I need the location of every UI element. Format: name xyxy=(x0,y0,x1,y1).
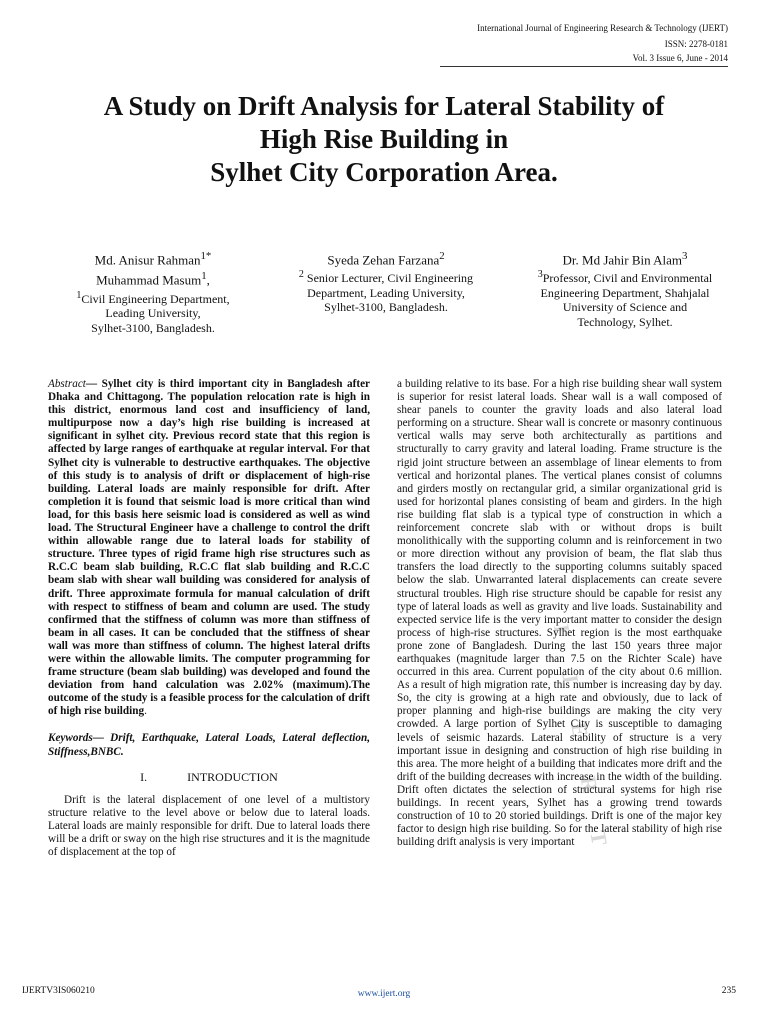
header-rule xyxy=(440,66,728,67)
keywords-label: Keywords— xyxy=(48,732,104,745)
right-column xyxy=(397,378,722,849)
abstract-text: Sylhet city is third important city in Bangladesh after Dhaka and Chittagong. The population relocation rate is high in this district, enormous land cost and insufficiency of land, multipurpose now a day’s high rise building is increased at significant in sylhet city. Previous record state that this region is affected by large ranges of earthquake at regular interval. For that Sylhet city is vulnerable to destructive earthquakes. The objective of this study is to analysis of drift or displacement of high-rise building. Lateral loads are mainly responsible for drift. After completion it is found that seismic load is more critical than wind load, for this basis here seismic load is considered as well as wind load. The Structural Engineer have a challenge to control the drift within allowable range due to lateral loads for stability of structure. Three types of rigid frame high rise structures such as R.C.C beam slab building, R.C.C flat slab building and R.C.C beam slab with shear wall building was considered for analysis of drift. Three approximate formula for manual calculation of drift with respect to stiffness of beam and column are used. The study confirmed that the stiffness of column was more than stiffness of beam in all cases. It can be concluded that the stiffness of shear wall was more than stiffness of column. The highest lateral drifts were within the allowable limits. The computer programming for frame structure (beam slab building) was developed and found the deviation from hand calculation was 2.02% (maximum).The outcome of the study is a feasible process for the calculation of drift of high rise building xyxy=(48,378,371,718)
intro-paragraph: Drift is the lateral displacement of one level of a multistory structure relative to the level above or below due to lateral loads. Lateral loads are mainly responsible for drift. Due to lateral loads there will be a drift or sway on the high rise structures and it is the magnitude of displacement at the top of xyxy=(48,793,370,859)
paper-id: IJERTV3IS060210 xyxy=(22,986,95,996)
paper-title xyxy=(60,90,708,189)
issn: ISSN: 2278-0181 xyxy=(664,39,728,49)
author-name: Muhammad Masum$^1$, xyxy=(96,270,210,288)
author-affiliation: $^2$ Senior Lecturer, Civil Engineering xyxy=(298,269,474,286)
author-name: Md. Anisur Rahman$^{1*}$ xyxy=(94,250,212,268)
volume-issue: Vol. 3 Issue 6, June - 2014 xyxy=(632,53,728,63)
author-affiliation: Technology, Sylhet. xyxy=(577,314,673,329)
abstract-label: Abstract xyxy=(48,378,86,390)
title-line-1: A Study on Drift Analysis for Lateral Stability of xyxy=(103,91,665,121)
keywords xyxy=(48,732,370,758)
author-block-2 xyxy=(275,248,497,315)
author-affiliation: $^1$Civil Engineering Department, xyxy=(76,289,230,306)
author-name: Dr. Md Jahir Bin Alam$^3$ xyxy=(562,250,688,268)
left-column xyxy=(48,378,370,859)
abstract: Abstract— Sylhet city is third important city in Bangladesh after Dhaka and Chittagong. The population relocation rate is high in this district, enormous land cost and insufficiency of land, multipurpose now a day’s high rise building is increased at significant in sylhet city. Previous record state that this region is affected by large ranges of earthquake at regular interval. For that Sylhet city is vulnerable to destructive earthquakes. The objective of this study is to analysis of drift or displacement of high-rise building. Lateral loads are mainly responsible for drift. After completion it is found that seismic load is more critical than wind load, for this basis here seismic load is considered as well as wind load. The Structural Engineer have a challenge to control the drift within allowable range due to lateral loads for stability of structure. Three types of rigid frame high rise structures such as R.C.C beam slab building, R.C.C flat slab building and R.C.C beam slab with shear wall building was considered for analysis of drift. Three approximate formula for manual calculation of drift with respect to stiffness of beam and column are used. The study confirmed that the stiffness of column was more than stiffness of beam in all cases. It can be concluded that the stiffness of shear wall was more than stiffness of column. The highest lateral drifts were within the allowable limits. The computer programming for frame structure (beam slab building) was developed and found the deviation from hand calculation was 2.02% (maximum).The outcome of the study is a feasible process for the calculation of drift of high rise building. xyxy=(48,378,371,718)
author-affiliation: Engineering Department, Shahjalal xyxy=(540,285,710,300)
journal-name: International Journal of Engineering Research & Technology (IJERT) xyxy=(477,23,728,33)
page-number: 235 xyxy=(721,986,736,996)
author-affiliation: University of Science and xyxy=(562,300,688,315)
section-heading: I. INTRODUCTION xyxy=(140,769,278,784)
author-affiliation: Leading University, xyxy=(105,306,201,321)
author-block-1 xyxy=(48,248,258,335)
intro-paragraph-continued: a building relative to its base. For a high rise building shear wall system is superior for resist lateral loads. Shear wall is a wall composed of shear panels to counter the gravity loads and also lateral load performing on a structure. Shear wall is concrete or masonry continuous vertical walls may serve both architecturally as partitions and structurally to carry gravity and lateral loading. Frame structure is the rigid joint structure between an assemblage of linear elements to from vertical and horizontal planes. The vertical planes consist of columns and girders mostly on rectangular grid, a similar organizational grid is used for horizontal planes consisting of beam and girders. In the high rise building flat slab is a typical type of construction in which a reinforcement concrete slab with or without drops is built monolithically with the supporting column and is reinforcement in two or more direction without any provision of beam, the flat slab thus transfers the load directly to the supporting columns suitably spaced below the slab. Unwarranted lateral displacements can create severe structural troubles. High rise structure should be capable for resist any type of lateral loads as well as gravity and live loads. Sustainability and expected service life is the very important matter to consider the design process of high-rise structures. Sylhet region is the most earthquake prone zone of Bangladesh. During the last 150 years three major earthquakes (magnitude larger than 7.5 on the Richter Scale) have occurred in this area. Current population of the city about 0.6 million. As a result of high migration rate, this number is increasing day by day. So, the city is growing at a high rate and obviously, due to lack of proper planning and high-rise buildings are making the city very crowded. A large portion of Sylhet City is susceptible to damaging levels of seismic hazards. Lateral stability of structure is a very important issue in designing and construction of high rise building in this area. The more height of a building that indicates more drift and the drift of the building decreases with increase in the width of the building. Drift often dictates the selection of structural systems for high rise buildings. In recent years, Sylhet has a growing trend towards construction of 10 to 20 storied buildings. Drift is one of the major key factor to design high rise building. So for the lateral stability of high rise building drift analysis is very important xyxy=(397,378,722,849)
title-line-3: Sylhet City Corporation Area. xyxy=(210,157,558,187)
title-line-2: High Rise Building in xyxy=(259,124,509,154)
keywords-text: Drift, Earthquake, Lateral Loads, Lateral deflection, Stiffness,BNBC. xyxy=(48,732,370,758)
journal-url-link[interactable]: www.ijert.org xyxy=(357,989,411,999)
author-affiliation: Sylhet-3100, Bangladesh. xyxy=(324,300,448,315)
author-block-3 xyxy=(515,248,735,329)
author-affiliation: Sylhet-3100, Bangladesh. xyxy=(91,320,215,335)
author-name: Syeda Zehan Farzana$^2$ xyxy=(327,250,445,268)
watermark: IJERT xyxy=(548,622,620,887)
author-affiliation: $^3$Professor, Civil and Environmental xyxy=(537,269,713,286)
author-affiliation: Department, Leading University, xyxy=(307,285,465,300)
